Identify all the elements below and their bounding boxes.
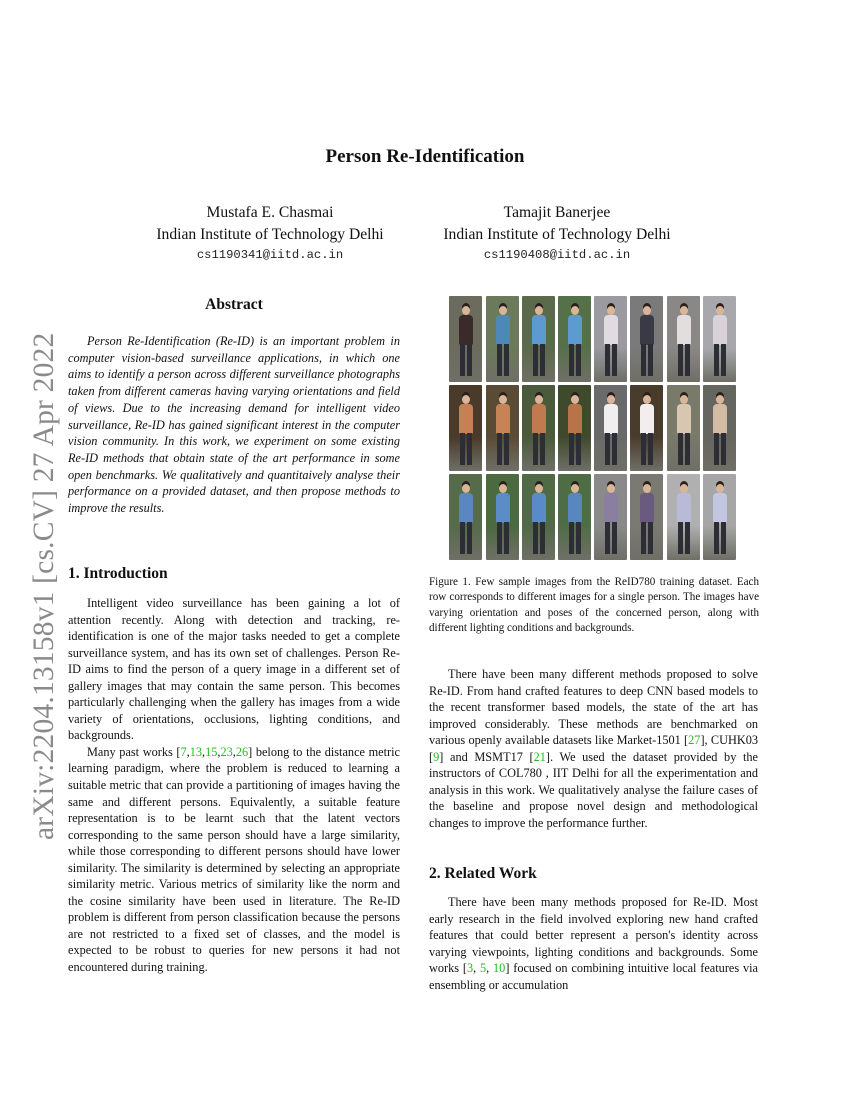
intro-paragraph-1: Intelligent video surveillance has been gaining a lot of attention recently. Along with detection and tracking, re-identification is one of the major tasks needed to get a complete surveillance system, and has its own set of challenges. Person Re-ID aims to find the person of a query image in a different set of gallery images that may contain the same person. This becomes particularly challenging when the gallery has images from a wide variety of orientations, occlusions, lighting conditions, and backgrounds. — [68, 596, 400, 743]
citation-link[interactable]: 9 — [433, 749, 440, 764]
sample-person-image — [594, 474, 627, 560]
sample-person-image — [667, 296, 700, 382]
author-affiliation: Indian Institute of Technology Delhi — [443, 225, 671, 243]
citation-link[interactable]: 26 — [235, 744, 249, 759]
author-email[interactable]: cs1190341@iitd.ac.in — [196, 248, 344, 262]
sample-person-image — [703, 296, 736, 382]
sample-person-image — [630, 296, 663, 382]
section-heading-related-work: 2. Related Work — [429, 865, 537, 882]
sample-person-image — [630, 474, 663, 560]
sample-person-image — [594, 385, 627, 471]
sample-person-image — [667, 385, 700, 471]
author-block-2 — [420, 202, 694, 267]
citation-link[interactable]: 5 — [480, 961, 487, 976]
citation-link[interactable]: 13 — [189, 744, 202, 759]
sample-person-image — [522, 385, 555, 471]
arxiv-stamp: arXiv:2204.13158v1 [cs.CV] 27 Apr 2022 — [28, 332, 60, 840]
paper-title: Person Re-Identification — [325, 146, 525, 167]
sample-person-image — [667, 474, 700, 560]
sample-person-image — [486, 385, 519, 471]
sample-person-image — [594, 296, 627, 382]
sample-person-image — [522, 474, 555, 560]
citation-link[interactable]: 27 — [688, 733, 701, 748]
sample-person-image — [558, 385, 591, 471]
citation-link[interactable]: 3 — [466, 961, 474, 976]
related-paragraph-1: There have been many methods proposed for Re-ID. Most early research in the field involved exploring new hand crafted features that could better represent a person's identity across varying viewpoints, lighting conditions and backgrounds. Some works [3, 5, 10] focused on combining intuitive local features via ensembling or accumulation — [429, 895, 758, 992]
sample-person-image — [449, 474, 482, 560]
sample-person-image — [449, 385, 482, 471]
sample-person-image — [558, 296, 591, 382]
sample-person-image — [703, 385, 736, 471]
citation-link[interactable]: 7 — [180, 744, 187, 759]
citation-link[interactable]: 23 — [220, 744, 233, 759]
sample-person-image — [522, 296, 555, 382]
figure-caption: Figure 1. Few sample images from the ReID780 training dataset. Each row corresponds to different images for a single person. The images have varying orientation and poses of the concerned person, along with different lighting conditions and backgrounds. — [429, 576, 759, 634]
sample-person-image — [486, 296, 519, 382]
introduction-body — [68, 595, 400, 976]
right-column-body — [429, 666, 758, 831]
author-affiliation: Indian Institute of Technology Delhi — [156, 225, 384, 243]
related-work-body — [429, 894, 758, 993]
sample-person-image — [558, 474, 591, 560]
author-name: Mustafa E. Chasmai — [206, 204, 334, 221]
author-email[interactable]: cs1190408@iitd.ac.in — [483, 248, 631, 262]
author-block-1 — [135, 202, 405, 267]
sample-person-image — [630, 385, 663, 471]
figure-sample-images — [449, 296, 737, 562]
intro-paragraph-2: Many past works [7,13,15,23,26] belong to the distance metric learning paradigm, where the problem is reduced to learning a suitable metric that can provide a partitioning of images having the same and different persons. Equivalently, a suitable feature representation is to be learnt such that the latent vectors corresponding to the same person should have a large similarity, while those corresponding to different persons should have lower similarity. The similarity is determined by selecting an appropriate similarity metric. Various metrics of similarity like the norm and the cosine similarity have been used in literature. The Re-ID problem is different from person classification because the persons are not restricted to a fixed set of classes, and the model is expected to be robust to queries for new persons it had not encountered during training. — [68, 744, 400, 975]
abstract-text: Person Re-Identification (Re-ID) is an important problem in computer vision-based surveillance applications, in which one aims to identify a person across different surveillance photographs taken from different cameras having varying orientations and field of views. Due to the increasing demand for intelligent video surveillance, Re-ID has gained significant interest in the computer vision community. In this work, we experiment on some existing Re-ID methods that obtain state of the art performance in some open benchmarks. We qualitatively and quantitaively analyse their performance on a provided dataset, and then propose methods to improve the results. — [68, 334, 400, 516]
section-heading-introduction: 1. Introduction — [68, 565, 168, 582]
abstract-heading: Abstract — [205, 296, 263, 313]
author-name: Tamajit Banerjee — [503, 204, 611, 221]
citation-link[interactable]: 15 — [205, 744, 218, 759]
sample-person-image — [449, 296, 482, 382]
citation-link[interactable]: 10 — [493, 961, 506, 976]
body-paragraph: There have been many different methods proposed to solve Re-ID. From hand crafted features to deep CNN based models to the recent transformer based models, the state of the art has improved considerably. These methods are benchmarked on various openly available datasets like Market-1501 [27], CUHK03 [9] and MSMT17 [21]. We used the dataset provided by the instructors of COL780 , IIT Delhi for all the experimentation and analysis in this work. We qualitatively analyse the failure cases of the baseline and propose novel design and methodological changes to improve the performance further. — [429, 667, 759, 830]
sample-person-image — [486, 474, 519, 560]
citation-link[interactable]: 21 — [533, 749, 546, 764]
sample-person-image — [703, 474, 736, 560]
